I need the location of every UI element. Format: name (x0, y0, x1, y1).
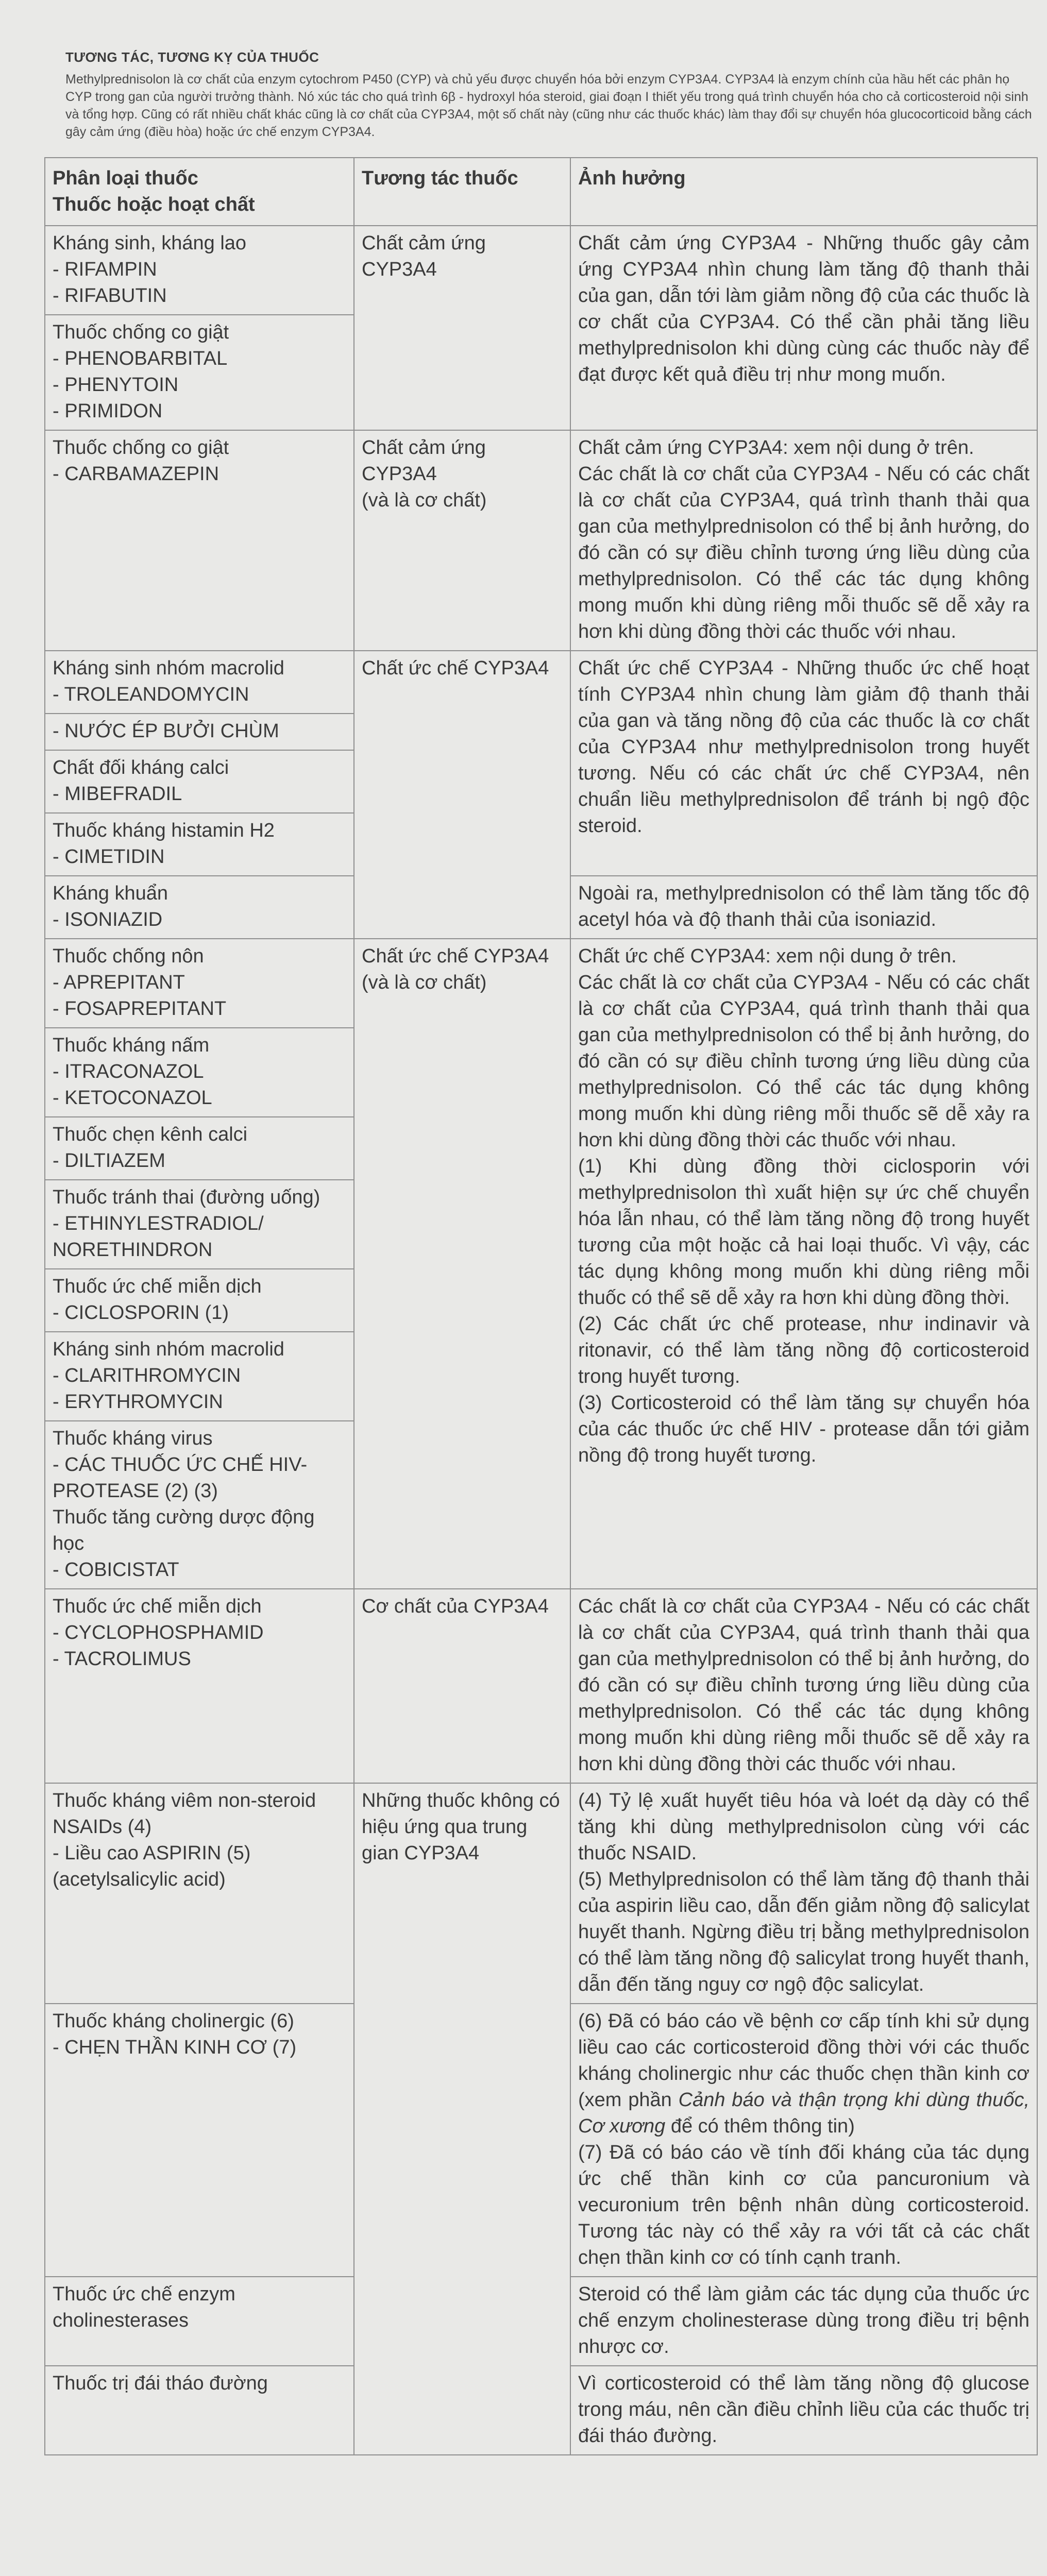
drug-cell: - NƯỚC ÉP BƯỞI CHÙM (45, 714, 354, 750)
effect-cell: Chất cảm ứng CYP3A4 - Những thuốc gây cảm ứng CYP3A4 nhìn chung làm tăng độ thanh thải của gan, dẫn tới làm giảm nồng độ của các thuốc là cơ chất của CYP3A4. Có thể cần phải tăng liều methylprednisolon khi dùng cùng các thuốc này để đạt được kết quả điều trị như mong muốn. (570, 226, 1037, 430)
section-header (65, 49, 1034, 141)
interaction-cell: Chất cảm ứng CYP3A4 (và là cơ chất) (354, 430, 570, 651)
interaction-cell: Cơ chất của CYP3A4 (354, 1589, 570, 1783)
drug-cell: Thuốc ức chế miễn dịch - CYCLOPHOSPHAMID - TACROLIMUS (45, 1589, 354, 1783)
drug-cell: Thuốc kháng viêm non-steroid NSAIDs (4) - Liều cao ASPIRIN (5) (acetylsalicylic acid) (45, 1783, 354, 2004)
table-row (45, 651, 1037, 714)
drug-cell: Thuốc chống co giật - CARBAMAZEPIN (45, 430, 354, 651)
table-row (45, 1783, 1037, 2004)
header-interaction: Tương tác thuốc (354, 158, 570, 226)
section-title: TƯƠNG TÁC, TƯƠNG KỴ CỦA THUỐC (65, 49, 319, 65)
table-row (45, 1589, 1037, 1783)
interaction-table (44, 157, 1038, 2455)
effect-cell: (4) Tỷ lệ xuất huyết tiêu hóa và loét dạ dày có thể tăng khi dùng methylprednisolon cùng với các thuốc NSAID. (5) Methylprednisolon có thể làm tăng độ thanh thải của aspirin liều cao, dẫn đến giảm nồng độ salicylat huyết thanh. Ngừng điều trị bằng methylprednisolon có thể làm tăng nồng độ salicylat trong huyết thanh, dẫn đến tăng nguy cơ ngộ độc salicylat. (570, 1783, 1037, 2004)
effect-cell: Steroid có thể làm giảm các tác dụng của thuốc ức chế enzym cholinesterase dùng trong điều trị bệnh nhược cơ. (570, 2277, 1037, 2366)
drug-cell: Thuốc kháng virus - CÁC THUỐC ỨC CHẾ HIV- PROTEASE (2) (3) Thuốc tăng cường dược động học - COBICISTAT (45, 1421, 354, 1589)
drug-cell: Kháng sinh nhóm macrolid - TROLEANDOMYCIN (45, 651, 354, 714)
interaction-cell: Chất cảm ứng CYP3A4 (354, 226, 570, 430)
drug-cell: Thuốc ức chế miễn dịch - CICLOSPORIN (1) (45, 1269, 354, 1332)
table-header-row (45, 158, 1037, 226)
drug-cell: Thuốc ức chế enzym cholinesterases (45, 2277, 354, 2366)
intro-paragraph: Methylprednisolon là cơ chất của enzym cytochrom P450 (CYP) và chủ yếu được chuyển hóa bởi enzym CYP3A4. CYP3A4 là enzym chính của hầu hết các phân họ CYP trong gan của người trưởng thành. Nó xúc tác cho quá trình 6β - hydroxyl hóa steroid, giai đoạn I thiết yếu trong quá trình chuyển hóa cho cả corticosteroid nội sinh và tổng hợp. Cũng có rất nhiều chất khác cũng là cơ chất của CYP3A4, một số chất này (cũng như các thuốc khác) làm thay đổi sự chuyển hóa glucocorticoid bằng cách gây cảm ứng (điều hòa) hoặc ức chế enzym CYP3A4. (65, 72, 1032, 139)
header-effect: Ảnh hưởng (570, 158, 1037, 226)
table-row (45, 430, 1037, 651)
drug-cell: Thuốc chẹn kênh calci - DILTIAZEM (45, 1117, 354, 1180)
drug-cell: Kháng sinh nhóm macrolid - CLARITHROMYCIN - ERYTHROMYCIN (45, 1332, 354, 1421)
cross-reference: Cảnh báo và thận trọng khi dùng thuốc, Cơ xương (578, 2089, 1030, 2137)
drug-cell: Thuốc kháng histamin H2 - CIMETIDIN (45, 813, 354, 876)
effect-cell: Chất cảm ứng CYP3A4: xem nội dung ở trên. Các chất là cơ chất của CYP3A4 - Nếu có các chất là cơ chất của CYP3A4, quá trình thanh thải qua gan của methylprednisolon có thể bị ảnh hưởng, do đó cần có sự điều chỉnh tương ứng liều dùng của methylprednisolon. Có thể các tác dụng không mong muốn khi dùng riêng mỗi thuốc sẽ dễ xảy ra hơn khi dùng đồng thời các thuốc với nhau. (570, 430, 1037, 651)
table-row (45, 939, 1037, 1028)
drug-cell: Thuốc kháng nấm - ITRACONAZOL - KETOCONAZOL (45, 1028, 354, 1117)
interaction-cell: Chất ức chế CYP3A4 (và là cơ chất) (354, 939, 570, 1589)
effect-cell: Chất ức chế CYP3A4 - Những thuốc ức chế hoạt tính CYP3A4 nhìn chung làm giảm độ thanh thải của gan và tăng nồng độ của các thuốc là cơ chất của CYP3A4 như methylprednisolon trong huyết tương. Nếu có các chất ức chế CYP3A4, nên chuẩn liều methylprednisolon để tránh bị ngộ độc steroid. (570, 651, 1037, 876)
interaction-cell: Chất ức chế CYP3A4 (354, 651, 570, 939)
table-row (45, 226, 1037, 315)
effect-cell: Ngoài ra, methylprednisolon có thể làm tăng tốc độ acetyl hóa và độ thanh thải của isoniazid. (570, 876, 1037, 939)
drug-cell: Thuốc chống co giật - PHENOBARBITAL - PHENYTOIN - PRIMIDON (45, 315, 354, 430)
drug-cell: Thuốc chống nôn - APREPITANT - FOSAPREPITANT (45, 939, 354, 1028)
interaction-cell: Những thuốc không có hiệu ứng qua trung gian CYP3A4 (354, 1783, 570, 2455)
drug-cell: Thuốc tránh thai (đường uống) - ETHINYLESTRADIOL/ NORETHINDRON (45, 1180, 354, 1269)
effect-cell: Các chất là cơ chất của CYP3A4 - Nếu có các chất là cơ chất của CYP3A4, quá trình thanh thải qua gan của methylprednisolon có thể bị ảnh hưởng, do đó cần có sự điều chỉnh tương ứng liều dùng của methylprednisolon. Có thể các tác dụng không mong muốn khi dùng riêng mỗi thuốc sẽ dễ xảy ra hơn khi dùng đồng thời các thuốc với nhau. (570, 1589, 1037, 1783)
effect-cell: (6) Đã có báo cáo về bệnh cơ cấp tính khi sử dụng liều cao các corticosteroid đồng thời với các thuốc kháng cholinergic như các thuốc chẹn thần kinh cơ (xem phần Cảnh báo và thận trọng khi dùng thuốc, Cơ xương để có thêm thông tin) (7) Đã có báo cáo về tính đối kháng của tác dụng ức chế thần kinh cơ của pancuronium và vecuronium trên bệnh nhân dùng corticosteroid. Tương tác này có thể xảy ra với tất cả các chất chẹn thần kinh cơ có tính cạnh tranh. (570, 2004, 1037, 2277)
effect-cell: Vì corticosteroid có thể làm tăng nồng độ glucose trong máu, nên cần điều chỉnh liều của các thuốc trị đái tháo đường. (570, 2366, 1037, 2455)
drug-cell: Thuốc kháng cholinergic (6) - CHẸN THẦN KINH CƠ (7) (45, 2004, 354, 2277)
header-drug-class: Phân loại thuốc Thuốc hoặc hoạt chất (45, 158, 354, 226)
note-6: (6) Đã có báo cáo về bệnh cơ cấp tính khi sử dụng liều cao các corticosteroid đồng thời với các thuốc kháng cholinergic như các thuốc chẹn thần kinh cơ (xem phần Cảnh báo và thận trọng khi dùng thuốc, Cơ xương để có thêm thông tin) (578, 2010, 1030, 2137)
drug-cell: Kháng sinh, kháng lao - RIFAMPIN - RIFABUTIN (45, 226, 354, 315)
drug-cell: Kháng khuẩn - ISONIAZID (45, 876, 354, 939)
drug-cell: Thuốc trị đái tháo đường (45, 2366, 354, 2455)
effect-cell: Chất ức chế CYP3A4: xem nội dung ở trên. Các chất là cơ chất của CYP3A4 - Nếu có các chất là cơ chất của CYP3A4, quá trình thanh thải qua gan của methylprednisolon có thể bị ảnh hưởng, do đó cần có sự điều chỉnh tương ứng liều dùng của methylprednisolon. Có thể các tác dụng không mong muốn khi dùng riêng mỗi thuốc sẽ dễ xảy ra hơn khi dùng đồng thời các thuốc với nhau. (1) Khi dùng đồng thời ciclosporin với methylprednisolon thì xuất hiện sự ức chế chuyển hóa lẫn nhau, có thể làm tăng nồng độ trong huyết tương của một hoặc cả hai loại thuốc. Vì vậy, các tác dụng không mong muốn khi dùng riêng mỗi thuốc có thể sẽ dễ xảy ra hơn khi dùng đồng thời. (2) Các chất ức chế protease, như indinavir và ritonavir, có thể làm tăng nồng độ corticosteroid trong huyết tương. (3) Corticosteroid có thể làm tăng sự chuyển hóa của các thuốc ức chế HIV - protease dẫn tới giảm nồng độ trong huyết tương. (570, 939, 1037, 1589)
drug-cell: Chất đối kháng calci - MIBEFRADIL (45, 750, 354, 813)
